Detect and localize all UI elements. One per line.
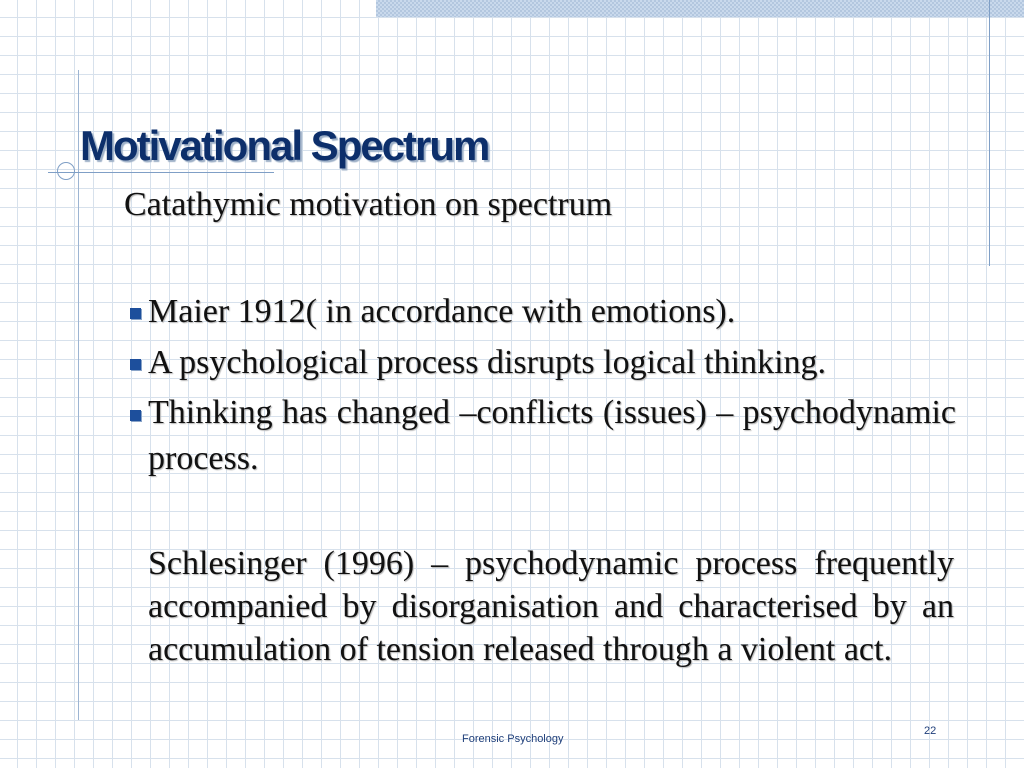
bullet-text: A psychological process disrupts logical thinking.: [148, 344, 827, 381]
footer-text: Forensic Psychology: [462, 733, 564, 745]
slide-subtitle: Catathymic motivation on spectrum: [124, 186, 613, 223]
bullet-text: Thinking has changed –conflicts (issues) – psychodynamic process.: [148, 394, 956, 477]
slide-title: Motivational Spectrum: [80, 122, 489, 169]
top-decorative-band: [376, 0, 1024, 17]
circle-crosshair-icon: [57, 162, 75, 180]
body-paragraph: Schlesinger (1996) – psychodynamic process frequently accompanied by disorganisation and characterised by an accumulation of tension released through a violent act.: [148, 545, 954, 668]
list-item: [126, 339, 956, 387]
bullet-text: Maier 1912( in accordance with emotions).: [148, 293, 736, 330]
square-bullet-icon: [130, 359, 141, 370]
list-item: [126, 390, 956, 482]
title-underline: [48, 172, 274, 173]
square-bullet-icon: [130, 410, 141, 421]
bullet-list: [126, 288, 956, 485]
slide-number: 22: [924, 725, 937, 737]
list-item: [126, 288, 956, 336]
left-decorative-line: [78, 70, 79, 720]
square-bullet-icon: [130, 308, 141, 319]
right-decorative-line: [989, 0, 990, 266]
